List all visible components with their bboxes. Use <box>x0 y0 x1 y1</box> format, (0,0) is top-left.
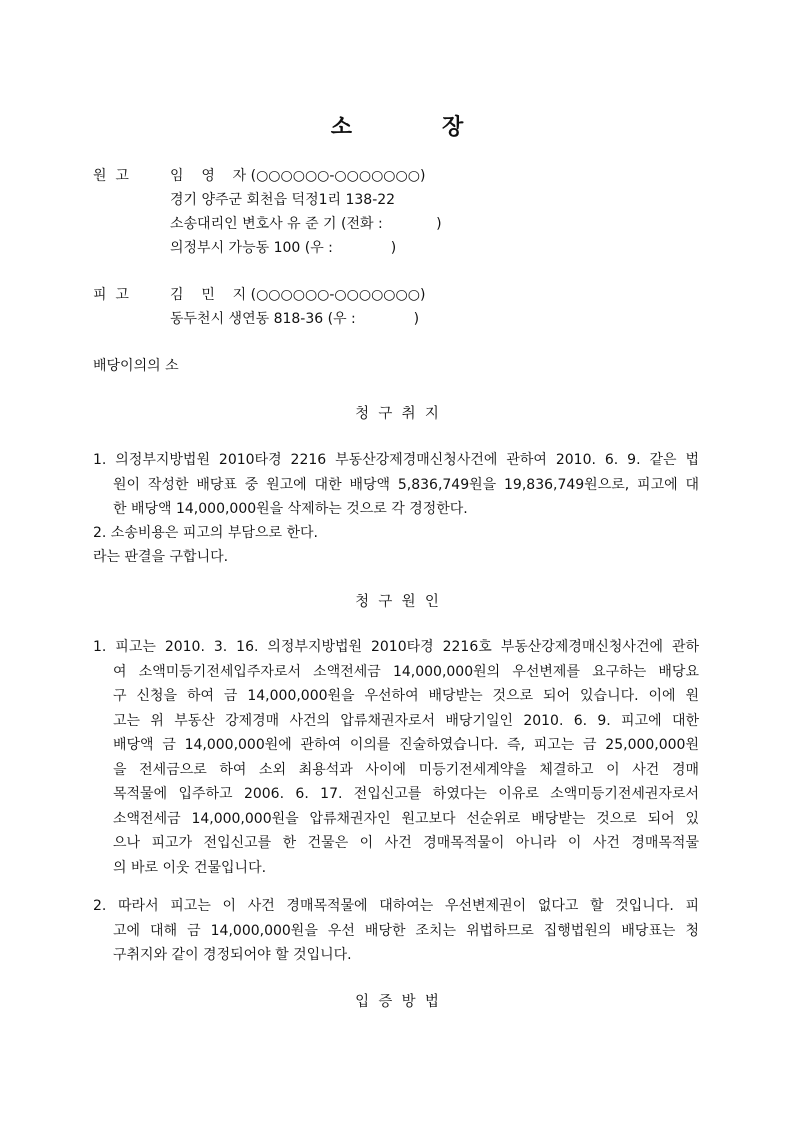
plaintiff-label: 원 고 <box>93 168 129 184</box>
case-name: 배당이의의 소 <box>93 358 179 374</box>
evidence-heading: 입 증 방 법 <box>355 994 439 1010</box>
paragraph-line: 구 신청을 하여 금 14,000,000원을 우선하여 배당받는 것으로 되어 있습니다. 이에 원 <box>113 688 699 704</box>
paragraph-line: 라는 판결을 구합니다. <box>93 549 229 565</box>
claim-purpose-item-1 <box>93 448 699 522</box>
claim-cause-item-2 <box>93 894 699 968</box>
plaintiff-name: 임 영 자 (○○○○○○-○○○○○○○) <box>170 168 426 184</box>
paragraph-line: 고는 위 부동산 강제경매 사건의 압류채권자로서 배당기일인 2010. 6. 9. 피고에 대한 <box>113 712 699 729</box>
paragraph-line: 원이 작성한 배당표 중 원고에 대한 배당액 5,836,749원을 19,836,749원으로, 피고에 대 <box>113 476 699 493</box>
defendant-address: 동두천시 생연동 818-36 (우 : ) <box>170 311 420 327</box>
paragraph-line: 소액전세금 14,000,000원을 압류채권자인 원고보다 선순위로 배당받는 것으로 되어 있 <box>113 810 699 827</box>
defendant-name: 김 민 지 (○○○○○○-○○○○○○○) <box>170 287 426 303</box>
title-char-1: 소 <box>330 115 352 140</box>
paragraph-line: 구취지와 같이 경정되어야 할 것입니다. <box>113 947 352 963</box>
plaintiff-agent-address: 의정부시 가능동 100 (우 : ) <box>170 240 397 256</box>
claim-cause-item-1 <box>93 635 699 880</box>
title-char-2: 장 <box>442 115 464 140</box>
paragraph-line: 한 배당액 14,000,000원을 삭제하는 것으로 각 경정한다. <box>113 501 468 517</box>
claim-purpose-closing <box>93 545 699 570</box>
paragraph-line: 2. 따라서 피고는 이 사건 경매목적물에 대하여는 우선변제권이 없다고 할 것입니다. 피 <box>93 898 699 914</box>
claim-purpose-item-2 <box>93 521 699 546</box>
paragraph-line: 의 바로 이웃 건물입니다. <box>113 859 267 876</box>
paragraph-line: 1. 피고는 2010. 3. 16. 의정부지방법원 2010타경 2216호 부동산강제경매신청사건에 관하 <box>93 639 699 655</box>
claim-purpose-heading: 청 구 취 지 <box>355 406 439 422</box>
paragraph-line: 으나 피고가 전입신고를 한 건물은 이 사건 경매목적물이 아니라 이 사건 경매목적물 <box>113 835 699 851</box>
paragraph-line: 목적물에 입주하고 2006. 6. 17. 전입신고를 하였다는 이유로 소액미등기전세권자로서 <box>113 786 699 802</box>
document-title <box>0 110 794 141</box>
paragraph-line: 고에 대해 금 14,000,000원을 우선 배당한 조치는 위법하므로 집행법원의 배당표는 청 <box>113 922 699 939</box>
paragraph-line: 배당액 금 14,000,000원에 관하여 이의를 진술하였습니다. 즉, 피고는 금 25,000,000원 <box>113 737 699 753</box>
paragraph-line: 1. 의정부지방법원 2010타경 2216 부동산강제경매신청사건에 관하여 2010. 6. 9. 같은 법 <box>93 452 699 468</box>
plaintiff-agent: 소송대리인 변호사 유 준 기 (전화 : ) <box>170 216 442 232</box>
paragraph-line: 여 소액미등기전세입주자로서 소액전세금 14,000,000원의 우선변제를 요구하는 배당요 <box>113 663 699 680</box>
paragraph-line: 2. 소송비용은 피고의 부담으로 한다. <box>93 525 318 541</box>
claim-cause-heading: 청 구 원 인 <box>355 594 439 610</box>
defendant-label: 피 고 <box>93 287 129 303</box>
paragraph-line: 을 전세금으로 하여 소외 최용석과 사이에 미등기전세계약을 체결하고 이 사건 경매 <box>113 761 699 778</box>
plaintiff-address: 경기 양주군 회천읍 덕정1리 138-22 <box>170 192 396 208</box>
